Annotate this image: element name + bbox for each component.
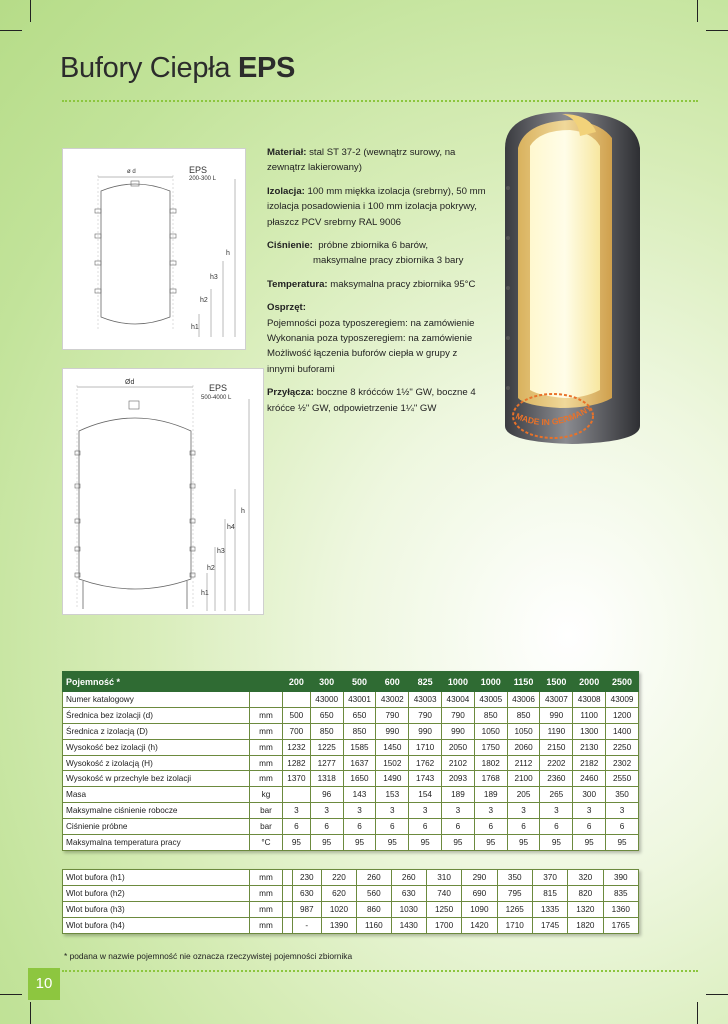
- table-cell: 154: [409, 787, 442, 803]
- table-cell: 700: [283, 723, 311, 739]
- header-cap: 600: [376, 672, 409, 692]
- table-cell: 1430: [391, 917, 426, 933]
- row-label: Numer katalogowy: [63, 692, 250, 708]
- table-cell: 43002: [376, 692, 409, 708]
- stamp-text: MADE IN GERMANY: [514, 402, 594, 428]
- table-cell: 1750: [474, 739, 507, 755]
- table-cell: 2060: [507, 739, 540, 755]
- dim-h: h: [226, 250, 230, 257]
- table-cell: 1370: [283, 771, 311, 787]
- table-cell: 260: [391, 870, 426, 886]
- table-cell: [283, 787, 311, 803]
- spec-temperatura: Temperatura: maksymalna pracy zbiornika 95°C: [267, 278, 476, 290]
- table-cell: 790: [442, 707, 475, 723]
- spec-izolacja: Izolacja: 100 mm miękka izolacja (srebrny), 50 mm izolacja posadowienia i 100 mm izolacja pokrywy, płaszcz PCV srebrny RAL 9006: [267, 185, 486, 228]
- table-cell: 3: [343, 803, 376, 819]
- table-cell: 850: [310, 723, 343, 739]
- table-cell: 630: [292, 885, 321, 901]
- table-cell: 2182: [573, 755, 606, 771]
- page-title: Bufory Ciepła EPS: [60, 52, 296, 84]
- table-cell: 690: [462, 885, 497, 901]
- table-cell: 350: [497, 870, 532, 886]
- table-cell: 260: [357, 870, 391, 886]
- table-cell: 1050: [474, 723, 507, 739]
- table-cell: 1360: [603, 901, 638, 917]
- drawing-diameter: Ød: [125, 379, 135, 386]
- row-unit: mm: [250, 707, 283, 723]
- table-cell: 850: [343, 723, 376, 739]
- table-row: [63, 901, 639, 917]
- table-cell: 2100: [507, 771, 540, 787]
- table-cell: 230: [292, 870, 321, 886]
- row-unit: [250, 692, 283, 708]
- dim-h: h: [241, 508, 245, 515]
- table-cell: 1490: [376, 771, 409, 787]
- table-cell: 860: [357, 901, 391, 917]
- table-cell: 95: [474, 835, 507, 851]
- row-label: Maksymalna temperatura pracy: [63, 835, 250, 851]
- spec-material: Materiał: stal ST 37-2 (wewnątrz surowy, na zewnątrz lakierowany): [267, 147, 456, 174]
- table-cell: 3: [507, 803, 540, 819]
- row-label: Wlot bufora (h1): [63, 870, 250, 886]
- crop-mark: [30, 1002, 31, 1024]
- table-cell: 2130: [573, 739, 606, 755]
- table-cell: 1250: [426, 901, 461, 917]
- table-cell: 990: [376, 723, 409, 739]
- table-cell: 43005: [474, 692, 507, 708]
- technical-drawing-small: [62, 148, 246, 350]
- title-divider: [62, 100, 698, 102]
- drawing-model: EPS: [189, 165, 208, 175]
- table-cell: 95: [540, 835, 573, 851]
- table-cell: 6: [573, 819, 606, 835]
- header-cap: 1500: [540, 672, 573, 692]
- drawing-range: 200-300 L: [189, 176, 217, 182]
- dim-h3: h3: [210, 274, 218, 281]
- table-cell: 2302: [606, 755, 639, 771]
- table-cell: 43000: [310, 692, 343, 708]
- table-cell: 95: [283, 835, 311, 851]
- header-cap: 200: [283, 672, 311, 692]
- table-cell: 1768: [474, 771, 507, 787]
- table-cell: 1277: [310, 755, 343, 771]
- table-cell: 220: [321, 870, 356, 886]
- table-cell: 1232: [283, 739, 311, 755]
- crop-mark: [0, 30, 22, 31]
- table-cell: 1743: [409, 771, 442, 787]
- row-unit: mm: [250, 901, 283, 917]
- table-cell: 1282: [283, 755, 311, 771]
- table-row: [63, 707, 639, 723]
- table-cell: 1802: [474, 755, 507, 771]
- header-cap: 2500: [606, 672, 639, 692]
- footer-divider: [62, 970, 698, 972]
- table-cell: 1190: [540, 723, 573, 739]
- table-cell: 820: [568, 885, 603, 901]
- header-label: Pojemność *: [63, 672, 250, 692]
- table-row: [63, 771, 639, 787]
- table-cell: 1450: [376, 739, 409, 755]
- row-unit: bar: [250, 803, 283, 819]
- table-cell: 990: [442, 723, 475, 739]
- table-cell: 95: [606, 835, 639, 851]
- table-row: [63, 885, 639, 901]
- dim-h1: h1: [201, 590, 209, 597]
- table-cell: 43004: [442, 692, 475, 708]
- table-cell: 2150: [540, 739, 573, 755]
- table-row: [63, 755, 639, 771]
- crop-mark: [706, 994, 728, 995]
- table-row: [63, 723, 639, 739]
- table-cell: 143: [343, 787, 376, 803]
- table-cell: 189: [474, 787, 507, 803]
- table-cell: 850: [507, 707, 540, 723]
- row-unit: mm: [250, 870, 283, 886]
- table-cell: 2550: [606, 771, 639, 787]
- dim-h2: h2: [207, 565, 215, 572]
- table-cell: 740: [426, 885, 461, 901]
- table-cell: 43001: [343, 692, 376, 708]
- table-cell: 95: [376, 835, 409, 851]
- table-cell: 2102: [442, 755, 475, 771]
- table-cell: 1318: [310, 771, 343, 787]
- table-cell: 987: [292, 901, 321, 917]
- table-row: [63, 870, 639, 886]
- crop-mark: [0, 994, 22, 995]
- table-cell: 2112: [507, 755, 540, 771]
- table-row: [63, 819, 639, 835]
- table-cell: 3: [376, 803, 409, 819]
- table-cell: 835: [603, 885, 638, 901]
- table-cell: 790: [409, 707, 442, 723]
- row-unit: mm: [250, 739, 283, 755]
- table-cell: 6: [376, 819, 409, 835]
- row-unit: mm: [250, 755, 283, 771]
- table-cell: 95: [343, 835, 376, 851]
- row-label: Maksymalne ciśnienie robocze: [63, 803, 250, 819]
- table-cell: 1820: [568, 917, 603, 933]
- dim-h3: h3: [217, 548, 225, 555]
- table-row: [63, 835, 639, 851]
- row-label: Wlot bufora (h4): [63, 917, 250, 933]
- specifications: [267, 145, 487, 424]
- dim-h4: h4: [227, 524, 235, 531]
- table-cell: 6: [310, 819, 343, 835]
- made-in-germany-stamp-icon: [505, 378, 600, 448]
- row-label: Wlot bufora (h2): [63, 885, 250, 901]
- table-cell: 1710: [497, 917, 532, 933]
- table-cell: 630: [391, 885, 426, 901]
- table-cell: 3: [283, 803, 311, 819]
- drawing-diameter: ø d: [127, 169, 136, 175]
- table-cell: 95: [409, 835, 442, 851]
- header-cap: 1000: [474, 672, 507, 692]
- row-label: Średnica z izolacją (D): [63, 723, 250, 739]
- table-cell: 3: [310, 803, 343, 819]
- table-cell: 6: [409, 819, 442, 835]
- header-cap: 1000: [442, 672, 475, 692]
- table-cell: 1200: [606, 707, 639, 723]
- table-cell: 1700: [426, 917, 461, 933]
- spec-cisnienie: Ciśnienie: próbne zbiornika 6 barów, maksymalne pracy zbiornika 3 bary: [267, 240, 464, 267]
- table-cell: 189: [442, 787, 475, 803]
- table-cell: 205: [507, 787, 540, 803]
- table-cell: 43007: [540, 692, 573, 708]
- table-cell: 96: [310, 787, 343, 803]
- table-cell: 1390: [321, 917, 356, 933]
- table-cell: 265: [540, 787, 573, 803]
- table-cell: [283, 692, 311, 708]
- table-cell: 3: [409, 803, 442, 819]
- table-cell: [283, 885, 293, 901]
- crop-mark: [697, 0, 698, 22]
- table-cell: 6: [283, 819, 311, 835]
- table-header-row: [63, 672, 639, 692]
- table-cell: -: [292, 917, 321, 933]
- table-cell: 95: [573, 835, 606, 851]
- row-unit: mm: [250, 885, 283, 901]
- table-cell: 1637: [343, 755, 376, 771]
- header-cap: 2000: [573, 672, 606, 692]
- table-row: [63, 787, 639, 803]
- table-cell: 320: [568, 870, 603, 886]
- table-cell: 1320: [568, 901, 603, 917]
- table-cell: 1400: [606, 723, 639, 739]
- table-cell: 95: [442, 835, 475, 851]
- table-cell: 1090: [462, 901, 497, 917]
- table-cell: 6: [343, 819, 376, 835]
- table-cell: 1710: [409, 739, 442, 755]
- table-cell: 6: [606, 819, 639, 835]
- table-cell: 795: [497, 885, 532, 901]
- row-unit: mm: [250, 723, 283, 739]
- inlets-table: [62, 869, 639, 934]
- table-cell: 153: [376, 787, 409, 803]
- table-cell: 2250: [606, 739, 639, 755]
- table-row: [63, 692, 639, 708]
- tank-drawing-large-icon: [63, 369, 263, 614]
- table-cell: 560: [357, 885, 391, 901]
- header-cap: 1150: [507, 672, 540, 692]
- table-cell: 6: [507, 819, 540, 835]
- table-cell: 350: [606, 787, 639, 803]
- table-cell: 1335: [532, 901, 567, 917]
- table-row: [63, 803, 639, 819]
- row-label: Masa: [63, 787, 250, 803]
- row-unit: kg: [250, 787, 283, 803]
- row-label: Ciśnienie próbne: [63, 819, 250, 835]
- table-cell: 95: [507, 835, 540, 851]
- table-cell: 2093: [442, 771, 475, 787]
- table-cell: 3: [474, 803, 507, 819]
- table-cell: [283, 901, 293, 917]
- table-cell: 43009: [606, 692, 639, 708]
- table-cell: [283, 870, 293, 886]
- table-cell: 1030: [391, 901, 426, 917]
- dim-h1: h1: [191, 324, 199, 331]
- table-cell: [283, 917, 293, 933]
- drawing-range: 500-4000 L: [201, 395, 232, 401]
- row-label: Wysokość bez izolacji (h): [63, 739, 250, 755]
- table-cell: 95: [310, 835, 343, 851]
- header-cap: 300: [310, 672, 343, 692]
- table-cell: 990: [409, 723, 442, 739]
- table-cell: 3: [573, 803, 606, 819]
- table-cell: 1765: [603, 917, 638, 933]
- header-cap: 825: [409, 672, 442, 692]
- table-cell: 1100: [573, 707, 606, 723]
- table-cell: 1650: [343, 771, 376, 787]
- svg-text:MADE IN GERMANY: [514, 403, 594, 427]
- table-cell: 1225: [310, 739, 343, 755]
- dim-h2: h2: [200, 297, 208, 304]
- table-cell: 3: [540, 803, 573, 819]
- table-cell: 390: [603, 870, 638, 886]
- table-cell: 370: [532, 870, 567, 886]
- table-cell: 6: [474, 819, 507, 835]
- technical-drawing-large: [62, 368, 264, 615]
- table-cell: 43006: [507, 692, 540, 708]
- table-cell: 1585: [343, 739, 376, 755]
- table-cell: 815: [532, 885, 567, 901]
- table-cell: 6: [540, 819, 573, 835]
- table-cell: 43003: [409, 692, 442, 708]
- table-cell: 2360: [540, 771, 573, 787]
- table-cell: 1502: [376, 755, 409, 771]
- row-label: Średnica bez izolacji (d): [63, 707, 250, 723]
- table-row: [63, 739, 639, 755]
- table-cell: 2460: [573, 771, 606, 787]
- row-unit: bar: [250, 819, 283, 835]
- footnote: * podana w nazwie pojemność nie oznacza rzeczywistej pojemności zbiornika: [64, 951, 353, 961]
- table-cell: 790: [376, 707, 409, 723]
- header-cap: 500: [343, 672, 376, 692]
- row-label: Wysokość w przechyle bez izolacji: [63, 771, 250, 787]
- table-cell: 990: [540, 707, 573, 723]
- spec-osprzet: Osprzęt: Pojemności poza typoszeregiem: na zamówienie Wykonania poza typoszeregiem: na zamówienie Możliwość łączenia buforów ciepła w grupy z innymi buforami: [267, 302, 475, 375]
- page-number: 10: [28, 968, 60, 1000]
- crop-mark: [706, 30, 728, 31]
- table-cell: 43008: [573, 692, 606, 708]
- table-cell: 6: [442, 819, 475, 835]
- table-cell: 500: [283, 707, 311, 723]
- table-cell: 1420: [462, 917, 497, 933]
- table-cell: 1050: [507, 723, 540, 739]
- row-label: Wysokość z izolacją (H): [63, 755, 250, 771]
- table-cell: 3: [442, 803, 475, 819]
- table-cell: 1300: [573, 723, 606, 739]
- table-cell: 310: [426, 870, 461, 886]
- table-cell: 1160: [357, 917, 391, 933]
- table-cell: 1762: [409, 755, 442, 771]
- row-label: Wlot bufora (h3): [63, 901, 250, 917]
- table-cell: 650: [310, 707, 343, 723]
- row-unit: mm: [250, 917, 283, 933]
- crop-mark: [697, 1002, 698, 1024]
- table-cell: 1020: [321, 901, 356, 917]
- table-cell: 620: [321, 885, 356, 901]
- row-unit: °C: [250, 835, 283, 851]
- table-cell: 290: [462, 870, 497, 886]
- table-cell: 3: [606, 803, 639, 819]
- table-row: [63, 917, 639, 933]
- specs-table: [62, 671, 639, 851]
- table-cell: 2202: [540, 755, 573, 771]
- table-cell: 650: [343, 707, 376, 723]
- spec-przylacza: Przyłącza: boczne 8 króćców 1½" GW, boczne 4 króćce ½" GW, odpowietrzenie 1¼" GW: [267, 387, 476, 414]
- table-cell: 1265: [497, 901, 532, 917]
- crop-mark: [30, 0, 31, 22]
- tank-drawing-small-icon: [63, 149, 245, 349]
- table-cell: 850: [474, 707, 507, 723]
- table-cell: 1745: [532, 917, 567, 933]
- drawing-model: EPS: [209, 383, 228, 393]
- table-cell: 2050: [442, 739, 475, 755]
- table-cell: 300: [573, 787, 606, 803]
- row-unit: mm: [250, 771, 283, 787]
